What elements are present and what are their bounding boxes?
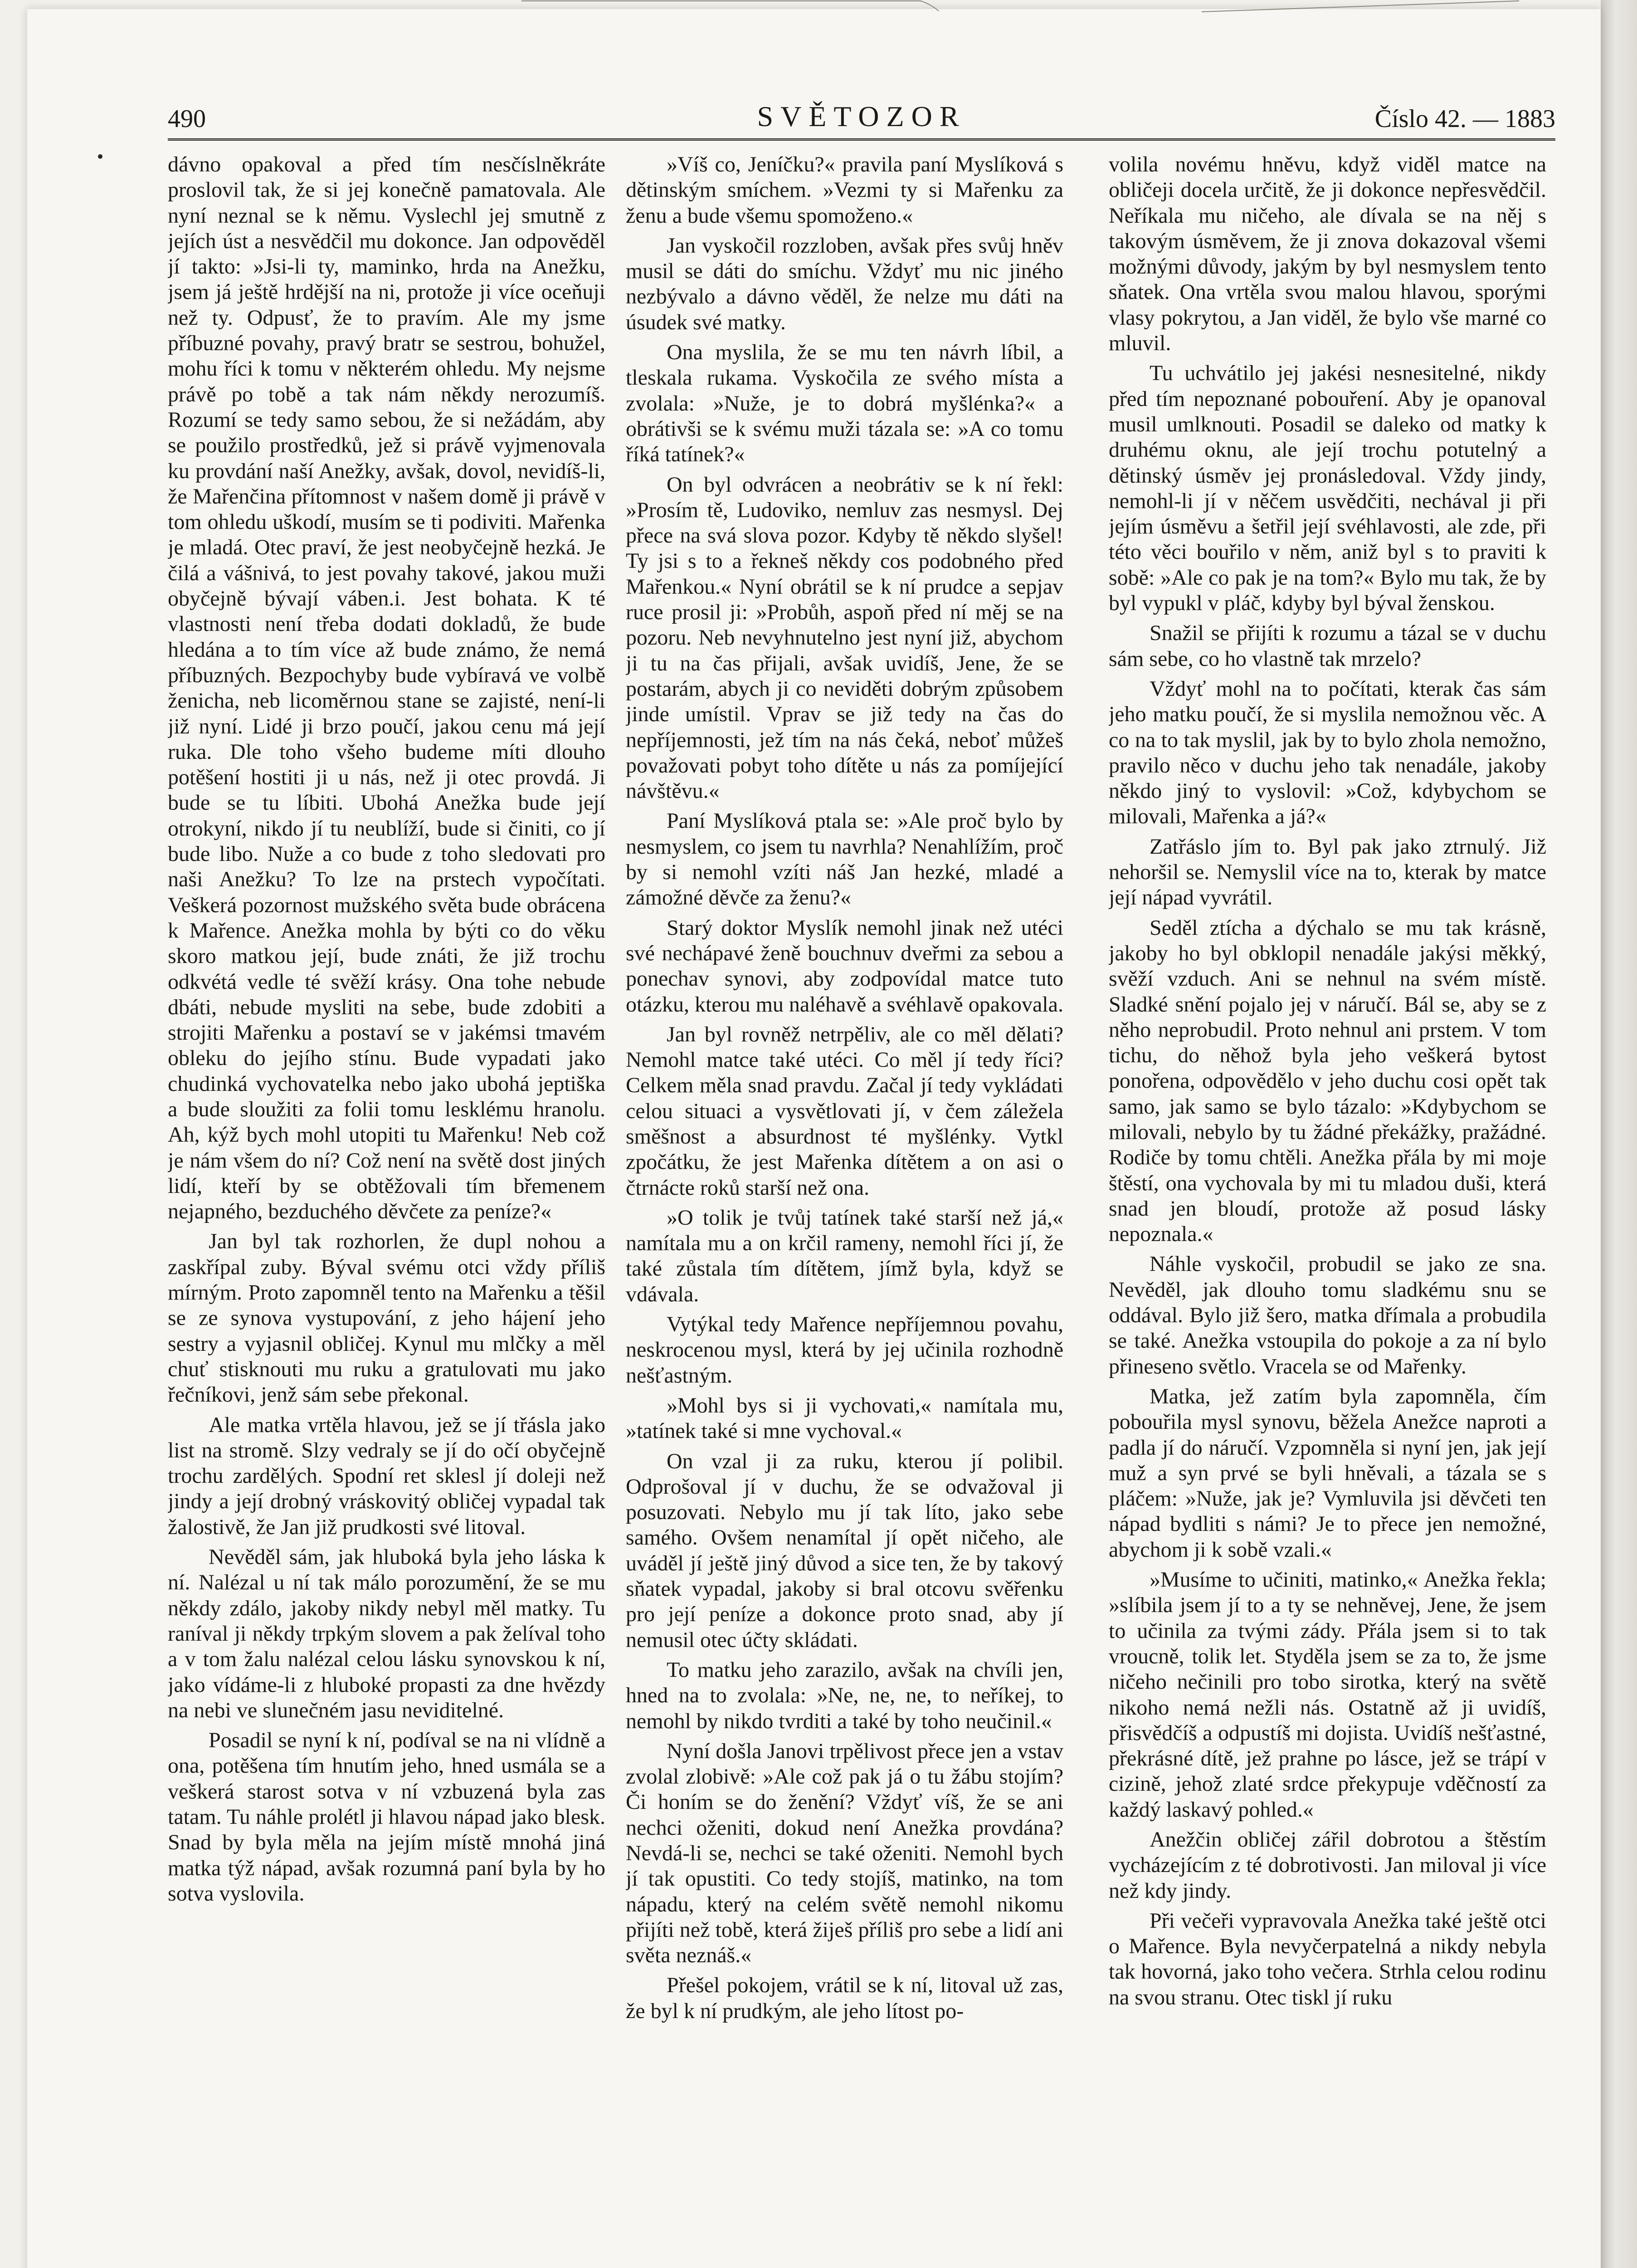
paragraph: Starý doktor Myslík nemohl jinak než utéci své nechápavé ženě bouchnuv dveřmi za sebou a ponechav synovi, aby zodpovídal matce tuto otázku, kterou mu naléhavě a svéhlavě opakovala.: [626, 915, 1063, 1017]
paragraph: »O tolik je tvůj tatínek také starší než já,« namítala mu a on krčil rameny, nemohl říci jí, že také zůstala tím dítětem, jímž byla, když se vdávala.: [626, 1205, 1063, 1306]
paragraph: Náhle vyskočil, probudil se jako ze sna. Nevěděl, jak dlouho tomu sladkému snu se oddával. Bylo již šero, matka dřímala a probudila se také. Anežka vstoupila do pokoje a za ní bylo přineseno světlo. Vracela se od Mařenky.: [1109, 1252, 1546, 1378]
paragraph: Ale matka vrtěla hlavou, jež se jí třásla jako list na stromě. Slzy vedraly se jí do očí obyčejně trochu zardělých. Spodní ret sklesl jí doleji než jindy a její drobný vráskovitý obličej vypadal tak žalostivě, že Jan již prudkosti své litoval.: [168, 1413, 605, 1539]
paragraph: »Musíme to učiniti, matinko,« Anežka řekla; »slíbila jsem jí to a ty se nehněvej, Jene, že jsem to učinila za tvými zády. Přála jsem si to tak vroucně, tolik let. Styděla jsem se za to, že jsme ničeho nečinili pro tobo sirotka, který na světě nikoho nemá nežli nás. Ostatně až ji uvidíš, přisvědčíš a odpustíš mi dojista. Uvidíš nešťastné, překrásné dítě, jež prahne po lásce, jež se trápí v cizině, jehož zlaté srdce překypuje vděčností za každý laskavý pohled.«: [1109, 1568, 1546, 1822]
paragraph: Nevěděl sám, jak hluboká byla jeho láska k ní. Nalézal u ní tak málo porozumění, že se mu někdy zdálo, jakoby nikdy nebyl měl matky. Tu raníval ji někdy trpkým slovem a pak želíval toho a v tom žalu nalézal celou lásku synovskou k ní, jako vídáme-li z hluboké propasti za dne hvězdy na nebi ve slunečném jasu neviditelné.: [168, 1545, 605, 1722]
top-scan-edge: [521, 0, 1519, 27]
paragraph: Posadil se nyní k ní, podíval se na ni vlídně a ona, potěšena tím hnutím jeho, hned usmála se a veškerá starost sotva v ní vzbuzená byla zas tatam. Tu náhle prolétl ji hlavou nápad jako blesk. Snad by byla měla na jejím místě mnohá jiná matka týž nápad, avšak rozumná paní byla by ho sotva vyslovila.: [168, 1728, 605, 1906]
page-number: 490: [168, 105, 206, 133]
paragraph: Nyní došla Janovi trpělivost přece jen a vstav zvolal zlobivě: »Ale což pak já o tu žábu stojím? Či honím se do ženění? Vždyť víš, že se ani nechci oženiti, dokud není Anežka provdána? Nevdá-li se, nechci se také oženiti. Nemohl bych jí tak opustiti. Co tedy stojíš, matinko, na tom nápadu, který na celém světě nemohl nikomu přijíti než tobě, která žiješ příliš pro sebe a lidí ani světa neznáš.«: [626, 1739, 1063, 1968]
paragraph: Ona myslila, že se mu ten návrh líbil, a tleskala rukama. Vyskočila ze svého místa a zvolala: »Nuže, je to dobrá myšlénka?« a obrátivši se k svému muži tázala se: »A co tomu říká tatínek?«: [626, 340, 1063, 467]
paragraph: Jan vyskočil rozzloben, avšak přes svůj hněv musil se dáti do smíchu. Vždyť mu nic jiného nezbývalo a dávno věděl, že nelze mu dáti na úsudek své matky.: [626, 233, 1063, 334]
header-rule: [168, 138, 1555, 141]
paragraph: Při večeři vypravovala Anežka také ještě otci o Mařence. Byla nevyčerpatelná a nikdy nebyla tak hovorná, jako toho večera. Strhla celou rodinu na svou stranu. Otec tiskl jí ruku: [1109, 1908, 1546, 2009]
paragraph: Vytýkal tedy Mařence nepříjemnou povahu, neskrocenou mysl, která by jej učinila rozhodně nešťastným.: [626, 1312, 1063, 1388]
paragraph: Anežčin obličej zářil dobrotou a štěstím vycházejícím z té dobrotivosti. Jan miloval ji více než kdy jindy.: [1109, 1828, 1546, 1903]
paragraph: Jan byl rovněž netrpěliv, ale co měl dělati? Nemohl matce také utéci. Co měl jí tedy říci? Celkem měla snad pravdu. Začal jí tedy vykládati celou situaci a vysvětlovati jí, v čem záležela směšnost a absurdnost té myšlénky. Vytkl zpočátku, že jest Mařenka dítětem a on asi o čtrnácte roků starší než ona.: [626, 1022, 1063, 1200]
issue-info: Číslo 42. — 1883: [1374, 105, 1555, 133]
paragraph: »Víš co, Jeníčku?« pravila paní Myslíková s dětinským smíchem. »Vezmi ty si Mařenku za ženu a bude všemu spomoženo.«: [626, 152, 1063, 228]
paragraph: On vzal ji za ruku, kterou jí polibil. Odprošoval jí v duchu, že se odvažoval ji posuzovati. Nebylo mu jí tak líto, jako sebe samého. Ovšem nenamítal jí opět ničeho, ale uváděl jí ještě jiný důvod a sice ten, že by takový sňatek vypadal, jakoby si bral otcovu svěřenku pro její peníze a dokonce proto snad, aby jí nemusil otec účty skládati.: [626, 1449, 1063, 1652]
paragraph: Matka, jež zatím byla zapomněla, čím pobouřila mysl synovu, běžela Anežce naproti a padla jí do náručí. Vzpomněla si nyní jen, jak její muž a syn prvé se byli hněvali, a tázala se s pláčem: »Nuže, jak je? Vymluvila jsi děvčeti ten nápad bydliti s námi? Je to přece jen nemožné, abychom ji k sobě vzali.«: [1109, 1384, 1546, 1562]
journal-title: SVĚTOZOR: [757, 100, 966, 132]
text-column-3: [1109, 152, 1546, 2184]
paragraph: volila novému hněvu, když viděl matce na obličeji docela určitě, že ji dokonce nepřesvědčil. Neříkala mu ničeho, ale dívala se na něj s takovým úsměvem, že ji znova dokazoval všemi možnými důvody, jakým by byl nesmyslem tento sňatek. Ona vrtěla svou malou hlavou, sporými vlasy pokrytou, a Jan viděl, že bylo vše marné co mluvil.: [1109, 152, 1546, 356]
paragraph: On byl odvrácen a neobrátiv se k ní řekl: »Prosím tě, Ludoviko, nemluv zas nesmysl. Dej přece na svá slova pozor. Kdyby tě někdo slyšel! Ty jsi s to a řekneš někdy cos podobného před Mařenkou.« Nyní obrátil se k ní prudce a sepjav ruce prosil ji: »Probůh, aspoň před ní měj se na pozoru. Neb nevyhnutelno jest nyní již, abychom ji tu na čas přijali, avšak uvidíš, Jene, že se postarám, abych ji co neviděti dobrým způsobem jinde umístil. Vprav se již tedy na čas do nepříjemnosti, jež tím na nás čeká, neboť můžeš považovati pobyt toho dítěte u nás za pomíjející návštěvu.«: [626, 472, 1063, 803]
paragraph: Snažil se přijíti k rozumu a tázal se v duchu sám sebe, co ho vlastně tak mrzelo?: [1109, 621, 1546, 671]
paragraph: dávno opakoval a před tím nesčíslněkráte proslovil tak, že si jej konečně pamatovala. Ale nyní neznal se k němu. Vyslechl jej smutně z jejích úst a nesvědčil mu dokonce. Jan odpověděl jí takto: »Jsi-li ty, maminko, hrda na Anežku, jsem já ještě hrdější na ni, protože ji více oceňuji než ty. Odpusť, že to pravím. Ale my jsme příbuzné povahy, pravý bratr se sestrou, bohužel, mohu říci k tomu v některém ohledu. My nejsme právě po tobě a tak nám někdy nerozumíš. Rozumí se tedy samo sebou, že si nežádám, aby se použilo prostředků, jež si právě vyjmenovala ku provdání naší Anežky, avšak, dovol, nevidíš-li, že Mařenčina přítomnost v našem domě ji právě v tom ohledu uškodí, musím se ti podiviti. Mařenka je mladá. Otec praví, že jest neobyčejně hezká. Je čilá a vášnivá, to jest povahy takové, jakou muži obyčejně bývají váben.i. Jest bohata. K té vlastnosti není třeba dodati dokladů, že bude hledána a to tím více až bude známo, že nemá příbuzných. Bezpochyby bude vybíravá ve volbě ženicha, neb licoměrnou stane se zajisté, není-li již nyní. Lidé ji brzo poučí, jakou cenu má její ruka. Dle toho všeho budeme míti dlouho potěšení hostiti ji u nás, než ji otec provdá. Ji bude se tu líbiti. Ubohá Anežka bude její otrokyní, nikdo jí tu neublíží, bude si činiti, co jí bude libo. Nuže a co bude z toho sledovati pro naši Anežku? To lze na prstech vypočítati. Veškerá pozornost mužského světa bude obrácena k Mařence. Anežka mohla by býti co do věku skoro matkou její, bude znáti, že již trochu odkvétá vedle té svěží krásy. Ona tohe nebude dbáti, nebude mysliti na sebe, bude zdobiti a strojiti Mařenku a postaví se v jakémsi tmavém obleku do jejího stínu. Bude vypadati jako chudinká vychovatelka nebo jako ubohá jeptiška a bude sloužiti za folii tomu lesklému hranolu. Ah, kýž bych mohl utopiti tu Mařenku! Neb což je nám všem do ní? Což není na světě dost jiných lidí, kteří by se obtěžovali tím břemenem nejapného, bezduchého děvčete za peníze?«: [168, 152, 605, 1224]
running-head: [168, 98, 1555, 138]
paragraph: Zatřáslo jím to. Byl pak jako ztrnulý. Již nehoršil se. Nemyslil více na to, kterak by matce její nápad vyvrátil.: [1109, 834, 1546, 910]
text-column-2: [626, 152, 1063, 2184]
paragraph: »Mohl bys si ji vychovati,« namítala mu, »tatínek také si mne vychoval.«: [626, 1393, 1063, 1443]
ink-spot: [98, 154, 102, 159]
paragraph: Vždyť mohl na to počítati, kterak čas sám jeho matku poučí, že si myslila nemožnou věc. A co na to tak myslil, jak by to bylo zhola nemožno, pravilo něco v duchu jeho tak nenadále, jakoby někdo jiný to vyslovil: »Což, kdybychom se milovali, Mařenka a já?«: [1109, 676, 1546, 829]
paragraph: Paní Myslíková ptala se: »Ale proč bylo by nesmyslem, co jsem tu navrhla? Nenahlížím, proč by si nemohl vzíti náš Jan hezké, mladé a zámožné děvče za ženu?«: [626, 809, 1063, 910]
paragraph: Tu uchvátilo jej jakési nesnesitelné, nikdy před tím nepoznané pobouření. Aby je opanoval musil umlknouti. Posadil se daleko od matky k druhému oknu, ale její trochu potutelný a dětinský úsměv jej pronásledoval. Vždy jindy, nemohl-li jí v něčem usvědčiti, nechával ji při jejím úsměvu a šetřil její svéhlavosti, ale zde, při této věci bouřilo v něm, aniž byl s to praviti k sobě: »Ale co pak je na tom?« Bylo mu tak, že by byl vypukl v pláč, kdyby byl býval ženskou.: [1109, 361, 1546, 616]
paragraph: Přešel pokojem, vrátil se k ní, litoval už zas, že byl k ní prudkým, ale jeho lítost po-: [626, 1973, 1063, 2023]
paragraph: Jan byl tak rozhorlen, že dupl nohou a zaskřípal zuby. Býval svému otci vždy příliš mírným. Proto zapomněl tento na Mařenku a těšil se ze synova vystupování, z jeho hájení jeho sestry a vyjasnil obličej. Kynul mu mlčky a měl chuť stisknouti mu ruku a gratulovati mu jako řečníkovi, jenž sám sebe překonal.: [168, 1229, 605, 1407]
paragraph: To matku jeho zarazilo, avšak na chvíli jen, hned na to zvolala: »Ne, ne, ne, to neříkej, to nemohl by nikdo tvrditi a také by toho neučinil.«: [626, 1657, 1063, 1733]
paragraph: Seděl ztícha a dýchalo se mu tak krásně, jakoby ho byl obklopil nenadále jakýsi měkký, svěží vzduch. Ani se nehnul na svém místě. Sladké snění pojalo jej v náručí. Bál se, aby se z něho neprobudil. Proto nehnul ani prstem. V tom tichu, do něhož byla jeho veškerá bytost ponořena, odpovědělo v jeho duchu cosi opět tak samo, jak samo se bylo tázalo: »Kdybychom se milovali, nebylo by tu žádné překážky, pražádné. Rodiče by tomu chtěli. Anežka přála by mi moje štěstí, ona vychovala by mi tu mladou duši, která snad jen bloudí, protože až posud lásky nepoznala.«: [1109, 915, 1546, 1246]
text-column-1: [168, 152, 605, 2184]
binding-edge: [1601, 0, 1637, 2268]
